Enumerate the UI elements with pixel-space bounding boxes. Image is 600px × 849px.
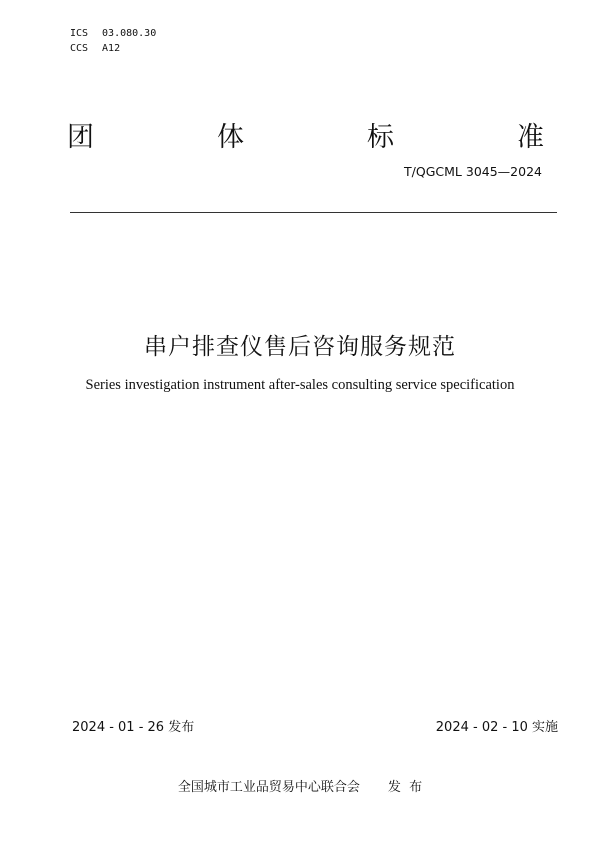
ics-label: ICS (70, 28, 89, 39)
standard-type-char: 标 (367, 122, 394, 153)
issue-action: 发 布 (387, 780, 423, 795)
issuer-name: 全国城市工业品贸易中心联合会 (177, 780, 360, 795)
header-divider (70, 212, 557, 213)
ccs-label: CCS (70, 43, 89, 54)
standard-number: T/QGCML 3045—2024 (404, 164, 542, 179)
standard-type-char: 准 (517, 122, 544, 153)
implement-date: 2024 - 02 - 10 实施 (435, 720, 558, 735)
document-title-english: Series investigation instrument after-sales consulting service specification (85, 377, 515, 393)
document-title-chinese: 串户排查仪售后咨询服务规范 (144, 334, 456, 360)
standard-type-char: 团 (67, 122, 94, 153)
ccs-code (70, 43, 120, 54)
ccs-value: A12 (102, 43, 121, 54)
issuer-line (0, 776, 600, 795)
standard-type-char: 体 (217, 122, 244, 153)
publish-date: 2024 - 01 - 26 发布 (72, 720, 195, 735)
ics-code (70, 28, 156, 39)
ics-value: 03.080.30 (102, 28, 157, 39)
